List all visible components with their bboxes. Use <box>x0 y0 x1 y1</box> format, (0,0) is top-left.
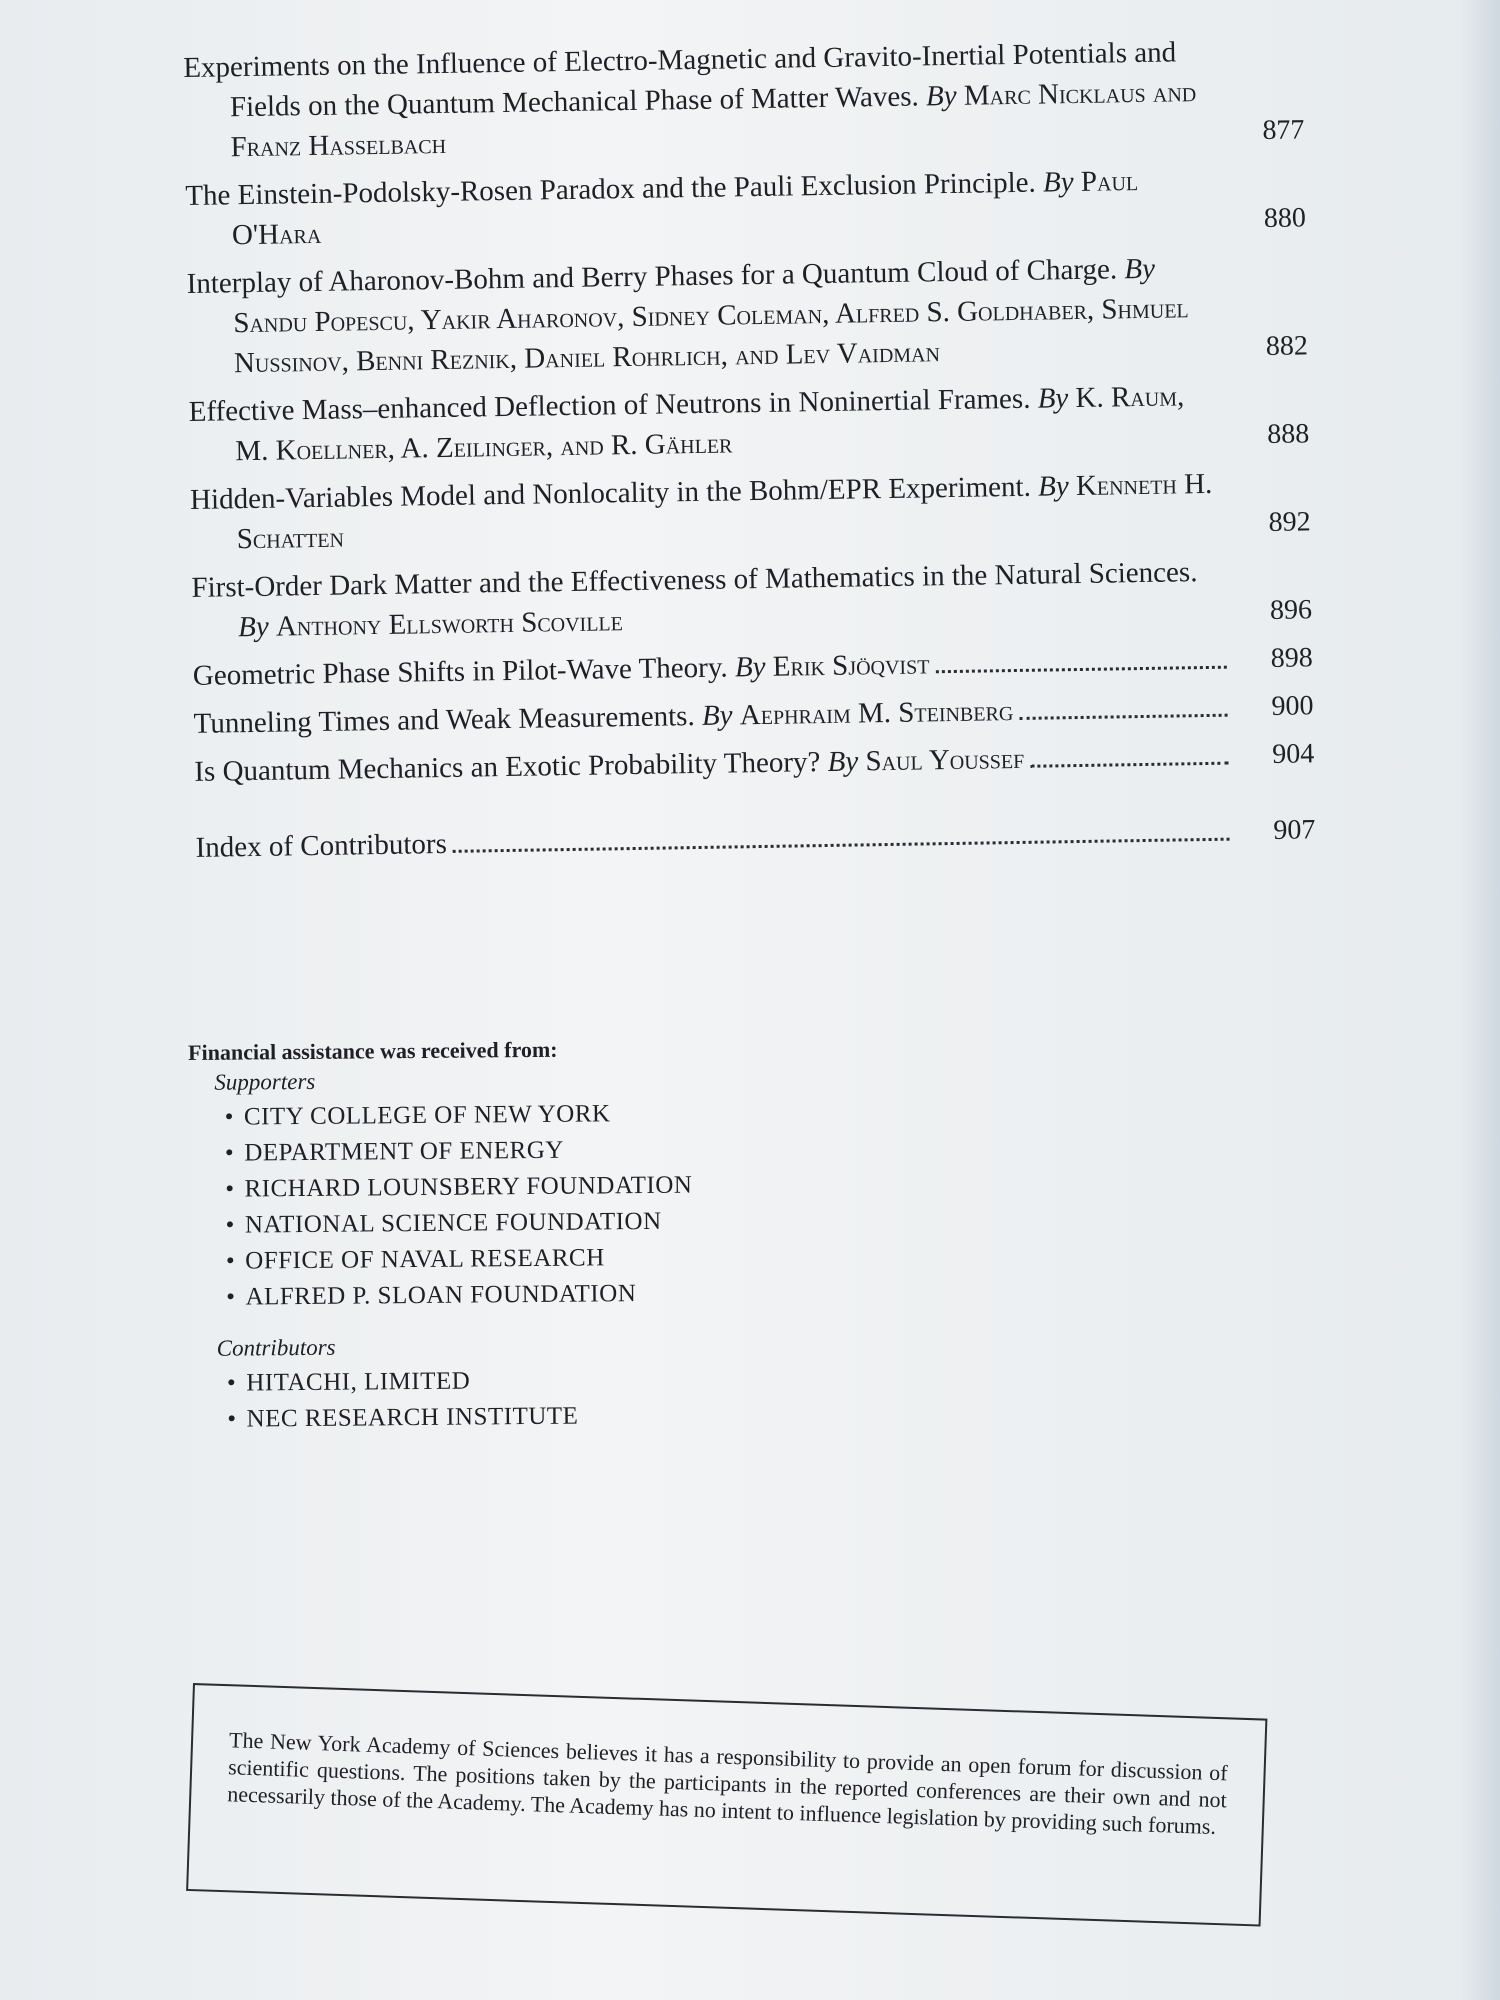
toc-entry-authors: Paul O'Hara <box>231 165 1139 252</box>
toc-entry-by: By <box>1037 470 1069 503</box>
toc-entry-page: 900 <box>1271 690 1314 722</box>
toc-entry-page: 877 <box>1262 114 1305 147</box>
toc-entry <box>186 246 1308 384</box>
toc-index-entry <box>195 810 1315 868</box>
toc-entry-title: Interplay of Aharonov-Bohm and Berry Phases for a Quantum Cloud of Charge. <box>186 253 1118 300</box>
toc-entry-by: By <box>701 699 733 732</box>
contributors-label: Contributors <box>216 1334 336 1361</box>
toc-entry-authors: Anthony Ellsworth Scoville <box>275 605 624 643</box>
toc-entry-authors: Erik Sjöqvist <box>772 648 930 683</box>
supporter-item: • ALFRED P. SLOAN FOUNDATION <box>226 1273 990 1316</box>
leader-dots <box>1030 762 1228 768</box>
contributors-list <box>227 1359 992 1438</box>
toc-index-title: Index of Contributors <box>195 827 448 864</box>
toc-entry <box>183 30 1305 168</box>
toc-entry-page: 880 <box>1263 202 1307 235</box>
toc-entry-by: By <box>1042 166 1074 199</box>
toc-entry-authors: Aephraim M. Steinberg <box>739 695 1014 732</box>
toc-entry-title: Effective Mass–enhanced Deflection of Neutrons in Noninertial Frames. <box>188 382 1031 428</box>
toc-entry-page: 904 <box>1271 738 1315 770</box>
toc-entry-title: Tunneling Times and Weak Measurements. <box>193 700 695 740</box>
toc-entry-page: 888 <box>1266 418 1310 451</box>
supporters-list <box>225 1093 991 1316</box>
toc-entry <box>193 686 1313 744</box>
supporters-label: Supporters <box>214 1068 316 1095</box>
leader-dots <box>453 838 1230 853</box>
toc-entry <box>193 638 1313 696</box>
funding-heading: Financial assistance was received from: <box>188 1036 558 1065</box>
contributor-item: • NEC RESEARCH INSTITUTE <box>227 1395 991 1438</box>
toc-entry-page: 882 <box>1265 330 1309 363</box>
toc-entry-by: By <box>827 745 859 778</box>
toc-entry-authors: Kenneth H. Schatten <box>236 467 1213 556</box>
supporter-item: • DEPARTMENT OF ENERGY <box>225 1129 989 1172</box>
supporter-item: • OFFICE OF NAVAL RESEARCH <box>226 1237 990 1280</box>
supporter-item: • NATIONAL SCIENCE FOUNDATION <box>225 1201 989 1244</box>
toc-index-page: 907 <box>1273 814 1316 846</box>
disclaimer-box <box>186 1683 1267 1927</box>
leader-dots <box>935 666 1226 674</box>
toc-entry-by: By <box>734 650 766 684</box>
toc-entry-title: Is Quantum Mechanics an Exotic Probability Theory? <box>194 746 821 788</box>
toc-entry-title: Experiments on the Influence of Electro-Magnetic and Gravito-Inertial Potentials and Fields on the Quantum Mechanical Phase of Matter Waves. <box>183 36 1177 124</box>
leader-dots <box>1019 714 1227 720</box>
toc-entry-title: The Einstein-Podolsky-Rosen Paradox and the Pauli Exclusion Principle. <box>185 166 1037 212</box>
funding-section <box>188 1033 991 1438</box>
toc-entry-title: Hidden-Variables Model and Nonlocality in the Bohm/EPR Experiment. <box>189 470 1032 516</box>
supporter-item: • RICHARD LOUNSBERY FOUNDATION <box>225 1165 989 1208</box>
toc-entry-authors: Marc Nicklaus and Franz Hasselbach <box>230 76 1197 164</box>
toc-entry <box>190 462 1311 560</box>
toc-entry-authors: K. Raum, M. Koellner, A. Zeilinger, and R. Gähler <box>235 380 1185 468</box>
toc-entry <box>194 734 1314 792</box>
toc-entry-by: By <box>1037 382 1069 415</box>
contributor-item: • HITACHI, LIMITED <box>227 1359 991 1402</box>
toc-entry-authors: Sandu Popescu, Yakir Aharonov, Sidney Coleman, Alfred S. Goldhaber, Shmuel Nussinov, Benni Reznik, Daniel Rohrlich, and Lev Vaidman <box>233 292 1189 380</box>
supporter-item: • CITY COLLEGE OF NEW YORK <box>225 1093 989 1136</box>
toc-entry-by: By <box>237 610 269 644</box>
toc-entry-authors: Saul Youssef <box>865 742 1025 778</box>
toc-entry-title: Geometric Phase Shifts in Pilot-Wave Theory. <box>192 651 728 692</box>
toc-entry-by: By <box>1124 252 1156 286</box>
toc-entry <box>191 550 1312 648</box>
table-of-contents <box>183 30 1316 875</box>
toc-entry-title: First-Order Dark Matter and the Effectiveness of Mathematics in the Natural Sciences. <box>191 556 1198 604</box>
toc-entry-by: By <box>925 79 957 113</box>
toc-entry-page: 898 <box>1270 642 1313 674</box>
toc-entry-page: 896 <box>1269 594 1313 626</box>
toc-entry <box>185 158 1306 256</box>
toc-entry-page: 892 <box>1268 506 1311 539</box>
page-edge-shadow <box>1460 0 1500 2000</box>
disclaimer-text: The New York Academy of Sciences believes it has a responsibility to provide an open forum for discussion of scientific questions. The positions taken by the participants in the reported conferences are their own and not necessarily those of the Academy. The Academy has no intent to influence legislation by providing such forums. <box>226 1727 1229 1839</box>
toc-entry <box>188 374 1309 472</box>
